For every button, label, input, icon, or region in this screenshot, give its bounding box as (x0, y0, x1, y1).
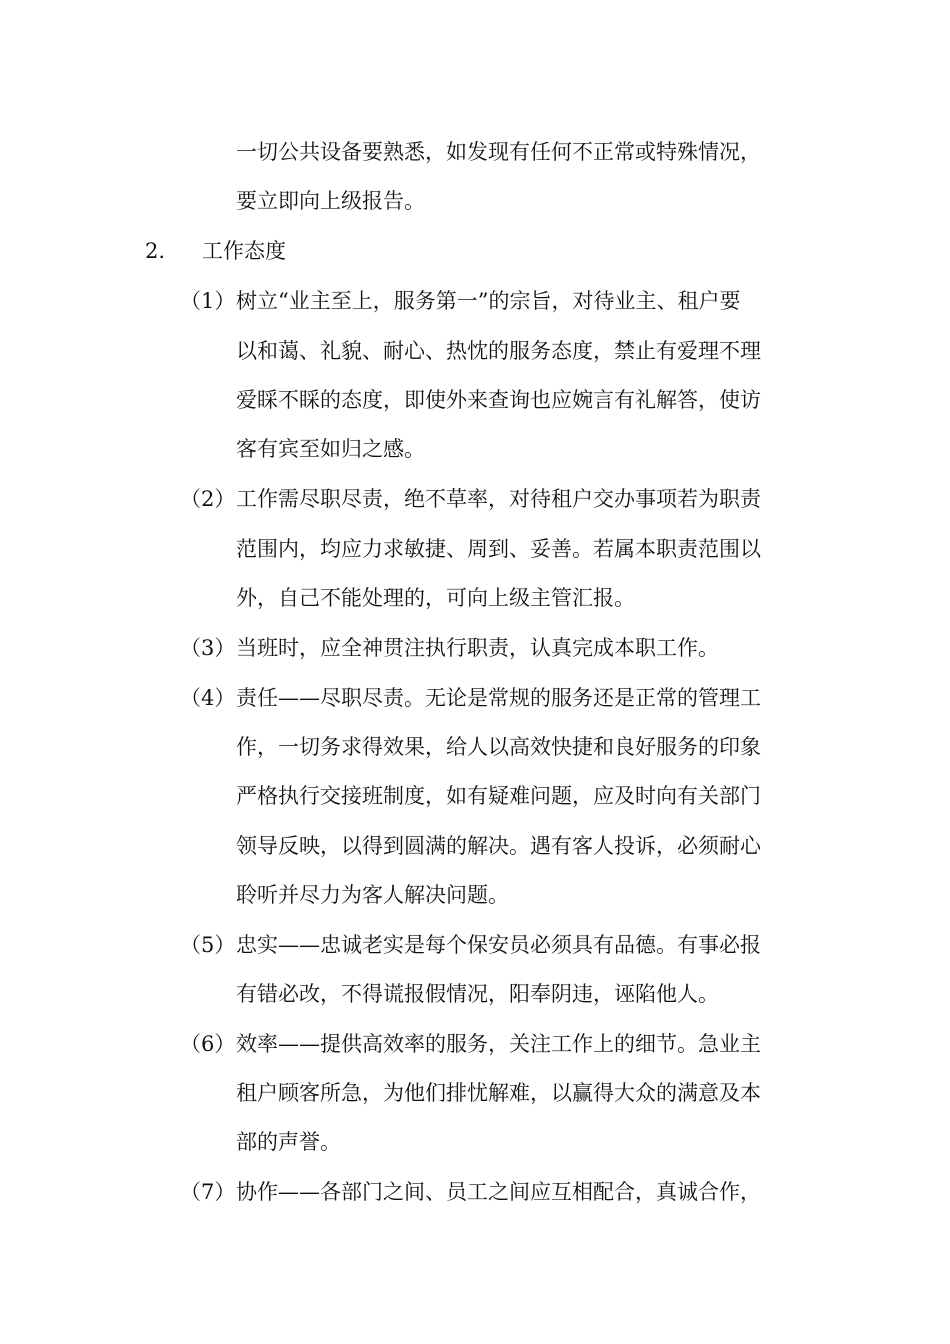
item-line: 作，一切务求得效果，给人以高效快捷和良好服务的印象 (236, 735, 761, 759)
item-line: 部的声誉。 (236, 1130, 341, 1154)
intro-line: 一切公共设备要熟悉，如发现有任何不正常或特殊情况， (236, 140, 761, 164)
section-title: 工作态度 (202, 239, 286, 263)
item-line: 责任——尽职尽责。无论是常规的服务还是正常的管理工 (236, 686, 761, 710)
item-marker: （7） (180, 1180, 236, 1204)
item-marker: （6） (180, 1032, 236, 1056)
item-line: 外，自己不能处理的，可向上级主管汇报。 (236, 586, 635, 610)
section-number: 2. (145, 239, 166, 263)
item-line: 忠实——忠诚老实是每个保安员必须具有品德。有事必报 (236, 933, 761, 957)
item-marker: （4） (180, 686, 236, 710)
item-marker: （2） (180, 487, 236, 511)
item-line: 严格执行交接班制度，如有疑难问题，应及时向有关部门 (236, 784, 761, 808)
intro-line: 要立即向上级报告。 (236, 189, 425, 213)
item-line: 当班时，应全神贯注执行职责，认真完成本职工作。 (236, 636, 719, 660)
item-line: 以和蔼、礼貌、耐心、热忱的服务态度，禁止有爱理不理 (236, 339, 761, 363)
item-line: 树立“业主至上，服务第一”的宗旨，对待业主、租户要 (236, 289, 741, 313)
item-line: 客有宾至如归之感。 (236, 437, 425, 461)
item-marker: （3） (180, 636, 236, 660)
item-marker: （1） (180, 289, 236, 313)
item-line: 领导反映，以得到圆满的解决。遇有客人投诉，必须耐心 (236, 834, 761, 858)
item-line: 效率——提供高效率的服务，关注工作上的细节。急业主 (236, 1032, 761, 1056)
item-line: 工作需尽职尽责，绝不草率，对待租户交办事项若为职责 (236, 487, 761, 511)
item-line: 聆听并尽力为客人解决问题。 (236, 883, 509, 907)
item-line: 有错必改，不得谎报假情况，阳奉阴违，诬陷他人。 (236, 982, 719, 1006)
item-line: 租户顾客所急，为他们排忧解难，以赢得大众的满意及本 (236, 1081, 761, 1105)
item-marker: （5） (180, 933, 236, 957)
item-line: 范围内，均应力求敏捷、周到、妥善。若属本职责范围以 (236, 537, 761, 561)
item-line: 爱睬不睬的态度，即使外来查询也应婉言有礼解答，使访 (236, 388, 761, 412)
item-line: 协作——各部门之间、员工之间应互相配合，真诚合作， (236, 1180, 761, 1204)
